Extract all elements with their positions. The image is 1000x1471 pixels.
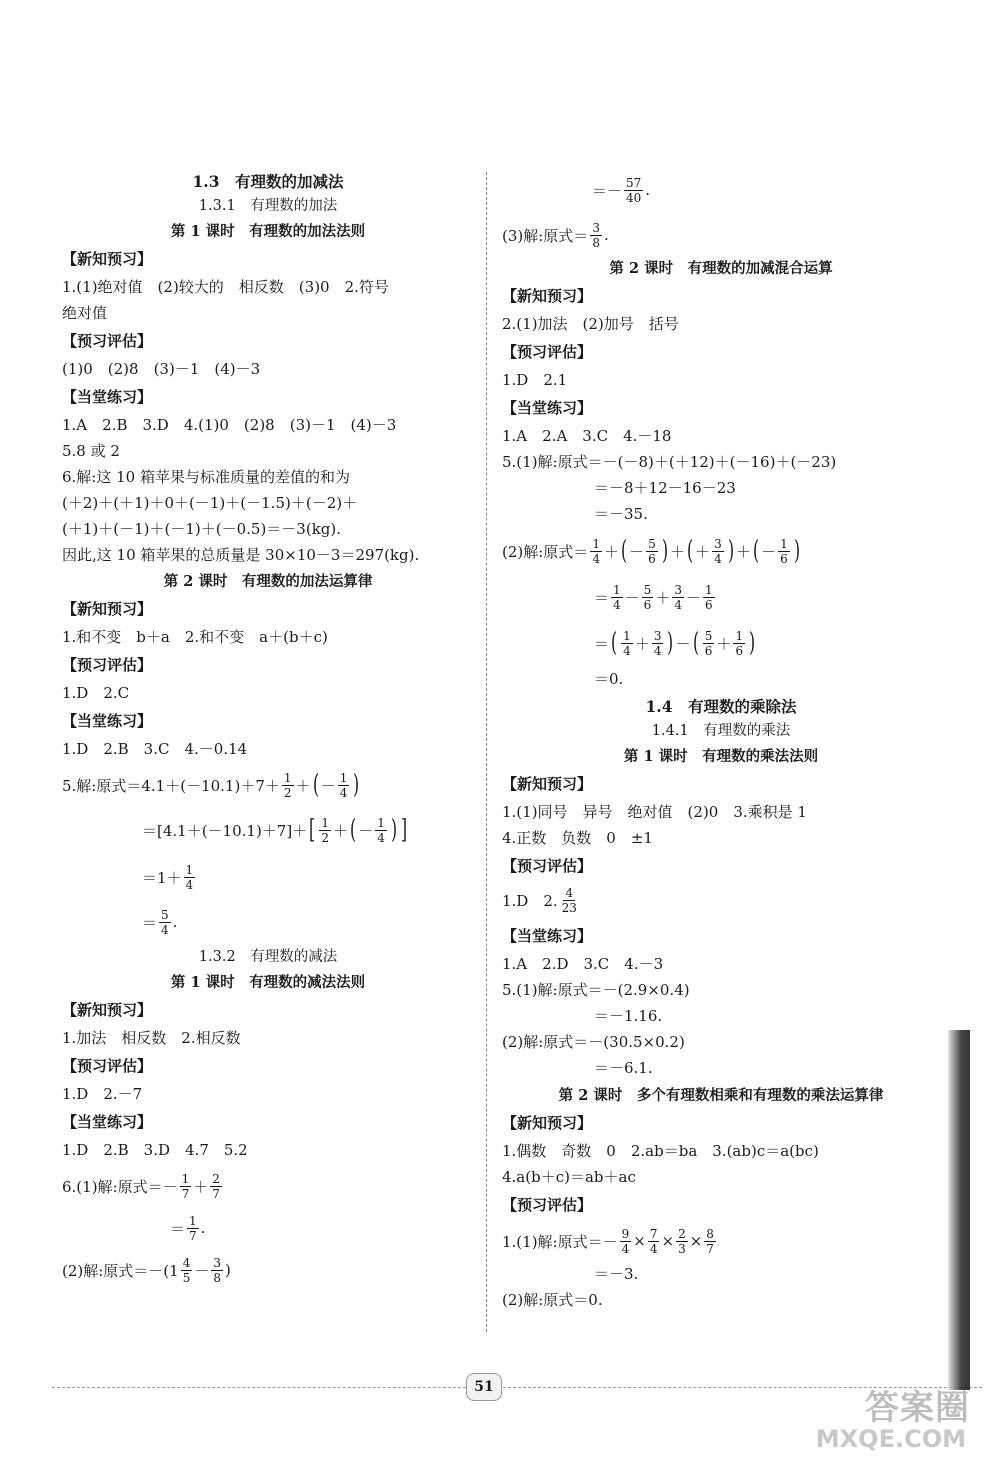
equation-text: (2)解:原式＝ <box>502 542 589 561</box>
fraction <box>620 1227 632 1256</box>
answer-line: ＝－35. <box>594 505 648 523</box>
section-tag: 【当堂练习】 <box>62 712 153 730</box>
equation-row: ＝－ $\frac{57}{40}$ . <box>592 175 651 205</box>
answer-line: 2.(1)加法 (2)加号 括号 <box>502 315 679 333</box>
denominator: 6 <box>735 643 744 658</box>
denominator: 5 <box>182 1270 191 1285</box>
fraction <box>642 583 654 612</box>
answer-line: 6.解:这 10 箱苹果与标准质量的差值的和为 <box>62 468 350 486</box>
equation-row: (2)解:原式＝－(1 $\frac{4}{5}$ － $\frac{3}{8}$ ) <box>62 1255 231 1285</box>
section-tag: 【新知预习】 <box>502 1114 593 1132</box>
equation-row: 1.(1)解:原式＝－ $\frac{9}{4}$ × $\frac{7}{4}$ × $\frac{2}{3}$ × $\frac{8}{7}$ <box>502 1226 714 1256</box>
numerator: 2 <box>212 1171 220 1186</box>
footer-dashed-rule <box>52 1387 982 1388</box>
fraction <box>676 1227 688 1256</box>
equation-text: (2)解:原式＝－(1 <box>62 1261 179 1280</box>
answer-line: 1.D 2.1 <box>502 371 568 389</box>
answer-line: ＝－1.16. <box>594 1007 663 1025</box>
section-tag: 【新知预习】 <box>62 250 153 268</box>
lesson-heading: 第 2 课时 多个有理数相乘和有理数的乘法运算律 <box>558 1087 884 1104</box>
equation-row: (3)解:原式＝ $\frac{3}{8}$ . <box>502 220 609 250</box>
denominator: 4 <box>649 1241 658 1256</box>
section-tag: 【预习评估】 <box>62 656 153 674</box>
denominator: 4 <box>623 643 631 658</box>
fraction <box>778 537 790 566</box>
section-tag: 【预习评估】 <box>502 857 593 875</box>
numerator: 1 <box>283 770 292 785</box>
denominator: 2 <box>321 830 330 845</box>
section-tag: 【预习评估】 <box>502 1196 593 1214</box>
numerator: 9 <box>621 1226 630 1241</box>
equation-text: ＝ <box>170 1219 186 1238</box>
numerator: 3 <box>213 1255 221 1270</box>
denominator: 7 <box>189 1228 197 1243</box>
denominator: 3 <box>678 1241 686 1256</box>
answer-line: ＝－8＋12－16－23 <box>594 479 736 497</box>
equation-text: ＝1＋ <box>142 868 182 887</box>
numerator: 1 <box>780 536 788 551</box>
fraction <box>672 583 684 612</box>
watermark-logo: 答案圈 <box>865 1388 970 1428</box>
denominator: 4 <box>592 551 600 566</box>
answer-line: 1.(1)绝对值 (2)较大的 相反数 (3)0 2.符号 <box>62 278 389 296</box>
section-tag: 【新知预习】 <box>62 1001 153 1019</box>
numerator: 8 <box>706 1226 714 1241</box>
equation-row <box>502 882 940 918</box>
denominator: 6 <box>704 597 713 612</box>
right-column <box>502 168 940 1310</box>
numerator: 1 <box>704 582 713 597</box>
section-tag: 【当堂练习】 <box>502 399 593 417</box>
denominator: 6 <box>648 551 656 566</box>
lesson-heading: 第 1 课时 有理数的乘法法则 <box>623 748 819 765</box>
answer-line: (＋1)＋(－1)＋(－1)＋(－0.5)＝－3(kg). <box>62 520 342 538</box>
denominator: 6 <box>643 597 652 612</box>
numerator: 2 <box>678 1226 686 1241</box>
answer-line: 1.和不变 b＋a 2.和不变 a＋(b＋c) <box>62 628 328 646</box>
answer-line: 1.偶数 奇数 0 2.ab＝ba 3.(ab)c＝a(bc) <box>502 1142 819 1160</box>
answer-line: 5.(1)解:原式＝－(－8)＋(＋12)＋(－16)＋(－23) <box>502 453 837 471</box>
answer-line: 1.D 2.B 3.D 4.7 5.2 <box>62 1141 248 1159</box>
answer-line: 1.A 2.B 3.D 4.(1)0 (2)8 (3)－1 (4)－3 <box>62 416 397 434</box>
equation-row: ＝[4.1＋(－10.1)＋7]＋ [ $\frac{1}{2}$ ＋ ( － $\frac{1}{4}$ ) ] <box>142 815 408 845</box>
denominator: 4 <box>339 785 348 800</box>
denominator: 4 <box>674 597 682 612</box>
denominator: 6 <box>780 551 788 566</box>
answer-line: 因此,这 10 箱苹果的总质量是 30×10－3＝297(kg). <box>62 546 420 564</box>
fraction <box>560 886 579 915</box>
fraction <box>180 1172 192 1201</box>
equation-row: ＝ $\frac{1}{7}$ . <box>170 1213 206 1243</box>
answer-line: (1)0 (2)8 (3)－1 (4)－3 <box>62 360 261 378</box>
numerator: 3 <box>653 628 662 643</box>
answer-line: 4.正数 负数 0 ±1 <box>502 829 653 847</box>
fraction <box>646 537 658 566</box>
numerator: 3 <box>714 536 722 551</box>
denominator: 4 <box>714 551 722 566</box>
denominator: 7 <box>181 1186 190 1201</box>
equation-text: ＝－ <box>592 181 623 200</box>
section-tag: 【预习评估】 <box>62 1057 153 1075</box>
fraction <box>703 629 715 658</box>
lesson-heading: 第 1 课时 有理数的加法法则 <box>170 223 366 240</box>
page-number: 51 <box>466 1373 502 1401</box>
fraction <box>704 1227 716 1256</box>
denominator: 7 <box>212 1186 220 1201</box>
answer-line: ＝－6.1. <box>594 1059 653 1077</box>
answer-line: (＋2)＋(＋1)＋0＋(－1)＋(－1.5)＋(－2)＋ <box>62 494 358 512</box>
fraction <box>652 629 664 658</box>
fraction <box>210 1172 222 1201</box>
answer-line: 1.D 2.－7 <box>62 1085 143 1103</box>
equation-row: ＝ $\frac{5}{4}$ . <box>142 907 178 937</box>
answer-line: 5.8 或 2 <box>62 442 120 460</box>
equation-text: 1.D 2. <box>502 891 558 910</box>
numerator: 4 <box>182 1255 191 1270</box>
fraction <box>590 221 602 250</box>
numerator: 5 <box>648 536 656 551</box>
fraction <box>338 771 350 800</box>
fraction <box>184 863 196 892</box>
fraction <box>375 816 387 845</box>
numerator: 1 <box>623 628 631 643</box>
equation-row: ＝ $\frac{1}{4}$ － $\frac{5}{6}$ ＋ $\frac{3}{4}$ － $\frac{1}{6}$ <box>594 582 713 612</box>
watermark-url: MXQE.COM <box>815 1425 966 1453</box>
fraction <box>621 629 633 658</box>
answer-line: 1.A 2.D 3.C 4.－3 <box>502 955 664 973</box>
denominator: 6 <box>704 643 713 658</box>
equation-row: 6.(1)解:原式＝－ $\frac{1}{7}$ ＋ $\frac{2}{7}$ <box>62 1171 220 1201</box>
equation-row: 5.解:原式＝4.1＋(－10.1)＋7＋ $\frac{1}{2}$ ＋ ( － $\frac{1}{4}$ ) <box>62 770 360 800</box>
answer-line: 5.(1)解:原式＝－(2.9×0.4) <box>502 981 690 999</box>
denominator: 40 <box>626 190 642 205</box>
denominator: 4 <box>377 830 385 845</box>
section-tag: 【新知预习】 <box>62 600 153 618</box>
equation-text: 6.(1)解:原式＝－ <box>62 1177 178 1196</box>
page-edge-shadow <box>948 1030 970 1390</box>
column-divider <box>486 172 487 1332</box>
equation-text: (3)解:原式＝ <box>502 226 589 245</box>
answer-line: (2)解:原式＝0. <box>502 1291 603 1309</box>
denominator: 7 <box>706 1241 714 1256</box>
section-tag: 【当堂练习】 <box>62 1113 153 1131</box>
fraction <box>319 816 331 845</box>
numerator: 1 <box>735 628 744 643</box>
answer-line: 4.a(b＋c)＝ab＋ac <box>502 1168 636 1186</box>
fraction <box>590 537 602 566</box>
numerator: 1 <box>613 582 621 597</box>
fraction <box>703 583 715 612</box>
section-tag: 【当堂练习】 <box>62 388 153 406</box>
fraction <box>712 537 724 566</box>
fraction <box>282 771 294 800</box>
numerator: 5 <box>704 628 713 643</box>
lesson-heading: 第 1 课时 有理数的减法法则 <box>170 974 366 991</box>
answer-line: 绝对值 <box>62 304 108 322</box>
denominator: 8 <box>213 1270 221 1285</box>
equation-row: ＝ ( $\frac{1}{4}$ ＋ $\frac{3}{4}$ ) － ( $\frac{5}{6}$ ＋ $\frac{1}{6}$ ) <box>594 628 756 658</box>
section-tag: 【当堂练习】 <box>502 927 593 945</box>
lesson-heading: 第 2 课时 有理数的加法运算律 <box>163 573 373 590</box>
fraction <box>648 1227 660 1256</box>
numerator: 57 <box>626 175 642 190</box>
numerator: 1 <box>181 1171 190 1186</box>
numerator: 3 <box>674 582 682 597</box>
numerator: 3 <box>592 220 600 235</box>
numerator: 1 <box>189 1213 197 1228</box>
fraction <box>624 176 643 205</box>
denominator: 2 <box>283 785 292 800</box>
left-column <box>62 168 474 1288</box>
subsection-heading-1-4-1: 1.4.1 有理数的乘法 <box>651 723 791 739</box>
fraction <box>611 583 623 612</box>
numerator: 5 <box>643 582 652 597</box>
denominator: 4 <box>621 1241 630 1256</box>
numerator: 5 <box>161 907 169 922</box>
answer-line: 1.A 2.A 3.C 4.－18 <box>502 427 672 445</box>
fraction <box>181 1256 193 1285</box>
denominator: 4 <box>613 597 621 612</box>
section-tag: 【预习评估】 <box>502 343 593 361</box>
numerator: 1 <box>185 862 194 877</box>
numerator: 7 <box>649 1226 658 1241</box>
denominator: 4 <box>185 877 194 892</box>
answer-line: 1.(1)同号 异号 绝对值 (2)0 3.乘积是 1 <box>502 803 807 821</box>
numerator: 1 <box>339 770 348 785</box>
numerator: 4 <box>565 885 574 900</box>
numerator: 1 <box>321 815 330 830</box>
equation-row <box>62 858 474 896</box>
equation-row: (2)解:原式＝ $\frac{1}{4}$ ＋ ( － $\frac{5}{6}$ ) ＋ ( ＋ $\frac{3}{4}$ ) ＋ ( － $\frac{1}{6}$ ) <box>502 536 800 566</box>
denominator: 4 <box>653 643 662 658</box>
answer-line: 1.加法 相反数 2.相反数 <box>62 1029 241 1047</box>
equation-text: ＝[4.1＋(－10.1)＋7]＋ <box>142 821 308 840</box>
fraction <box>159 908 171 937</box>
section-tag: 【预习评估】 <box>62 332 153 350</box>
subsection-heading-1-3-1: 1.3.1 有理数的加法 <box>198 198 338 214</box>
section-tag: 【新知预习】 <box>502 775 593 793</box>
fraction <box>211 1256 223 1285</box>
denominator: 23 <box>561 900 577 915</box>
fraction <box>733 629 745 658</box>
section-heading-1-4: 1.4 有理数的乘除法 <box>645 697 797 716</box>
equation-text: ＝ <box>142 913 158 932</box>
subsection-heading-1-3-2: 1.3.2 有理数的减法 <box>198 949 338 965</box>
answer-line: 1.D 2.B 3.C 4.－0.14 <box>62 740 248 758</box>
numerator: 1 <box>377 815 385 830</box>
answer-line: 1.D 2.C <box>62 684 130 702</box>
equation-text: 5.解:原式＝4.1＋(－10.1)＋7＋ <box>62 776 280 795</box>
answer-line: ＝0. <box>594 670 624 688</box>
numerator: 1 <box>592 536 600 551</box>
fraction <box>187 1214 199 1243</box>
denominator: 4 <box>161 922 169 937</box>
answer-line: (2)解:原式＝－(30.5×0.2) <box>502 1033 685 1051</box>
denominator: 8 <box>592 235 600 250</box>
lesson-heading: 第 2 课时 有理数的加减混合运算 <box>609 260 833 277</box>
answer-line: ＝－3. <box>594 1265 639 1283</box>
section-tag: 【新知预习】 <box>502 287 593 305</box>
section-heading-1-3: 1.3 有理数的加减法 <box>192 172 344 191</box>
equation-text: 1.(1)解:原式＝－ <box>502 1232 618 1251</box>
